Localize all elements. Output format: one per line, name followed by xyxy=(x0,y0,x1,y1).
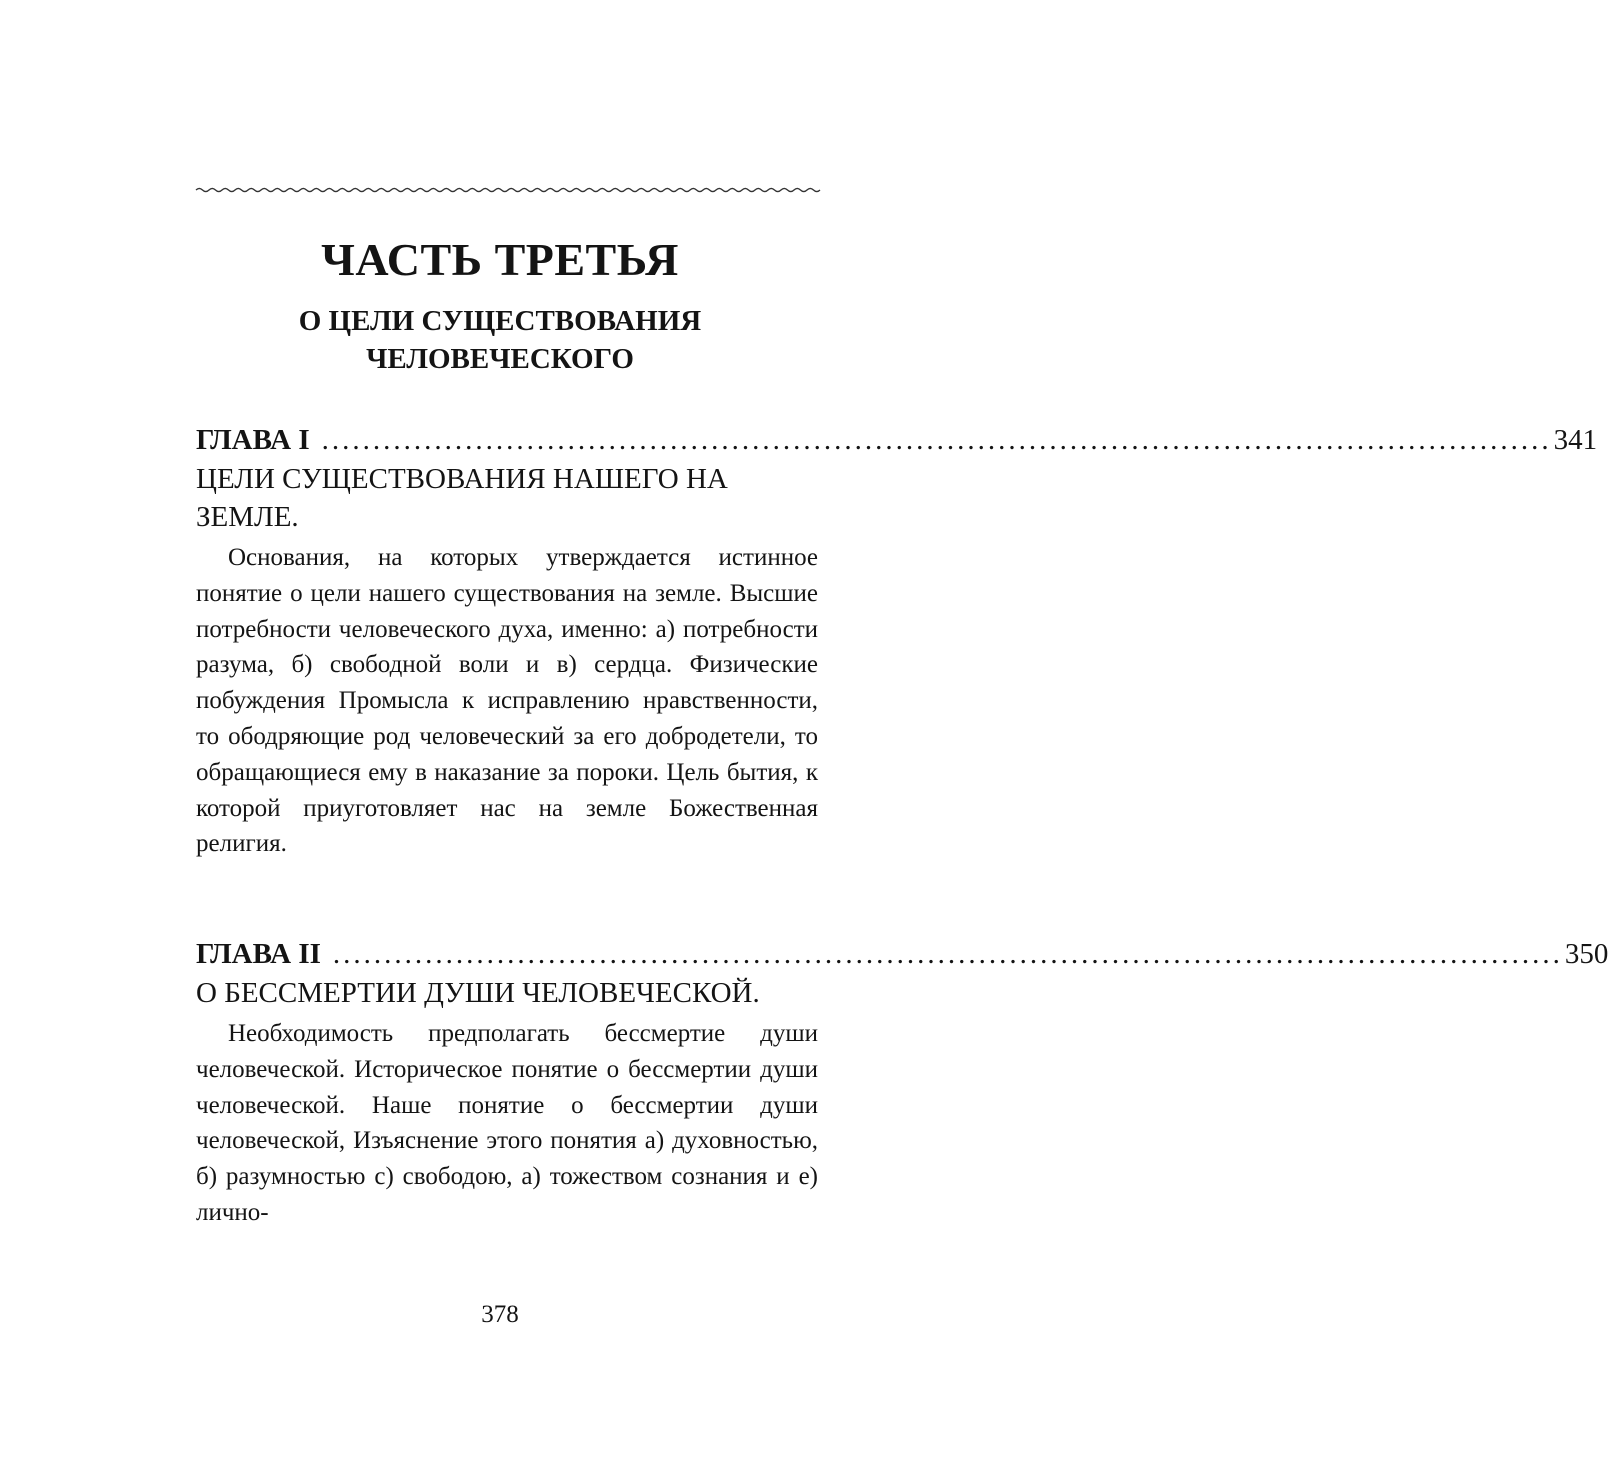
part-subtitle-line: О ЦЕЛИ СУЩЕСТВОВАНИЯ xyxy=(298,305,702,337)
chapter-label: ГЛАВА II xyxy=(196,938,321,970)
chapter-title: ЦЕЛИ СУЩЕСТВОВАНИЯ НАШЕГО НА ЗЕМЛЕ. xyxy=(196,463,728,533)
chapter-title: О БЕССМЕРТИИ ДУШИ ЧЕЛОВЕЧЕСКОЙ. xyxy=(196,977,760,1009)
chapter-label: ГЛАВА I xyxy=(196,424,310,456)
chapter-page-ref: 341 xyxy=(1553,424,1598,456)
chapter-heading-row xyxy=(196,934,1608,974)
part-subtitle xyxy=(0,302,1000,378)
chapter-summary: Необходимость предполагать бессмертие души человеческой. Историческое понятие о бессмертии души человеческой. Наше понятие о бессмертии души человеческой, Изъяснение этого понятия а) духовностью, б) разумностью c) свободою, а) тожеством сознания и е) лично- xyxy=(196,1020,818,1226)
chapter-entry xyxy=(196,934,1608,1231)
part-title: ЧАСТЬ ТРЕТЬЯ xyxy=(321,234,679,285)
wavy-rule-ornament xyxy=(196,180,818,200)
part-subtitle-line: ЧЕЛОВЕЧЕСКОГО xyxy=(366,343,634,375)
page-number: 378 xyxy=(481,1301,519,1328)
chapter-page-ref: 350 xyxy=(1564,938,1608,970)
dot-leader: ........................................................................................................................ xyxy=(321,424,1552,456)
chapter-summary: Основания, на которых утверждается истинное понятие о цели нашего существования на земле. Высшие потребности человеческого духа, именно: а) потребности разума, б) свободной воли и в) сердца. Физические побуждения Промысла к исправлению нравственности, то ободряющие род человеческий за его добродетели, то обращающиеся ему в наказание за пороки. Цель бытия, к которой приуготовляет нас на земле Божественная религия. xyxy=(196,544,818,858)
chapter-entry xyxy=(196,420,1598,862)
dot-leader: ........................................................................................................................ xyxy=(332,938,1563,970)
chapter-heading-row xyxy=(196,420,1598,460)
